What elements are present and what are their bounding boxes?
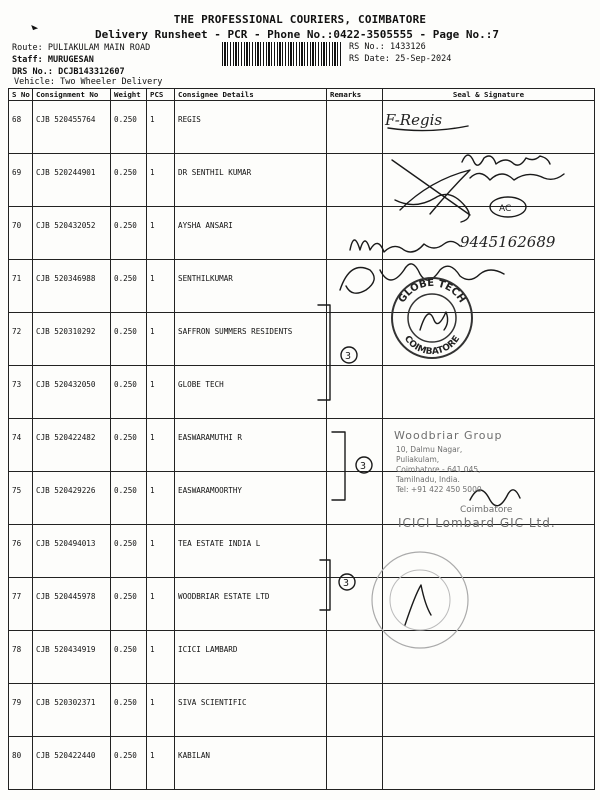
cell-remarks <box>327 472 383 525</box>
table-row <box>9 737 595 790</box>
col-seal: Seal & Signature <box>383 89 595 101</box>
cell-remarks <box>327 419 383 472</box>
cell-weight: 0.250 <box>111 313 147 366</box>
cell-pcs: 1 <box>147 260 175 313</box>
cell-consignee: KABILAN <box>175 737 327 790</box>
cell-sno: 76 <box>9 525 33 578</box>
cell-weight: 0.250 <box>111 419 147 472</box>
cell-consignment: CJB 520346988 <box>33 260 111 313</box>
cell-consignment: CJB 520445978 <box>33 578 111 631</box>
cell-consignment: CJB 520432052 <box>33 207 111 260</box>
cell-pcs: 1 <box>147 419 175 472</box>
cell-remarks <box>327 631 383 684</box>
col-sno: S No <box>9 89 33 101</box>
cell-weight: 0.250 <box>111 578 147 631</box>
cell-sno: 80 <box>9 737 33 790</box>
cell-consignment: CJB 520422440 <box>33 737 111 790</box>
table-row <box>9 578 595 631</box>
cell-seal <box>383 207 595 260</box>
woodbriar-tel: Tel: +91 422 450 5000 <box>396 485 482 494</box>
cell-consignee: TEA ESTATE INDIA L <box>175 525 327 578</box>
cell-sno: 77 <box>9 578 33 631</box>
table-row <box>9 631 595 684</box>
cell-consignee: SAFFRON SUMMERS RESIDENTS <box>175 313 327 366</box>
cell-pcs: 1 <box>147 313 175 366</box>
icici-city: Coimbatore <box>460 505 513 515</box>
cell-sno: 75 <box>9 472 33 525</box>
company-title: THE PROFESSIONAL COURIERS, COIMBATORE <box>173 13 427 26</box>
col-weight: Weight <box>111 89 147 101</box>
woodbriar-addr3: Coimbatore - 641 045, <box>396 465 481 474</box>
regis-signature: F-Regis <box>385 111 443 129</box>
phone-note: 9445162689 <box>460 233 556 251</box>
cell-consignment: CJB 520432050 <box>33 366 111 419</box>
cell-consignment: CJB 520455764 <box>33 101 111 154</box>
cell-consignee: GLOBE TECH <box>175 366 327 419</box>
cell-weight: 0.250 <box>111 684 147 737</box>
cell-consignee: SENTHILKUMAR <box>175 260 327 313</box>
cell-consignee: ICICI LAMBARD <box>175 631 327 684</box>
table-row <box>9 260 595 313</box>
cell-remarks <box>327 525 383 578</box>
cell-weight: 0.250 <box>111 525 147 578</box>
route-value: PULIAKULAM MAIN ROAD <box>47 43 151 53</box>
cell-consignment: CJB 520494013 <box>33 525 111 578</box>
cell-consignee: EASWARAMUTHI R <box>175 419 327 472</box>
cell-consignee: DR SENTHIL KUMAR <box>175 154 327 207</box>
cell-sno: 71 <box>9 260 33 313</box>
table-header-row <box>9 89 595 101</box>
cell-remarks <box>327 101 383 154</box>
table-row <box>9 525 595 578</box>
cell-seal <box>383 737 595 790</box>
cell-seal <box>383 366 595 419</box>
cell-pcs: 1 <box>147 525 175 578</box>
cell-remarks <box>327 366 383 419</box>
vehicle-label: Vehicle: <box>14 77 55 87</box>
cell-consignee: REGIS <box>175 101 327 154</box>
col-consignment: Consignment No <box>33 89 111 101</box>
cell-seal <box>383 684 595 737</box>
cell-remarks <box>327 737 383 790</box>
cell-remarks <box>327 684 383 737</box>
staff-label: Staff: <box>12 55 43 65</box>
rs-date-line <box>349 54 451 64</box>
cell-seal <box>383 313 595 366</box>
woodbriar-addr4: Tamilnadu, India. <box>396 475 460 484</box>
woodbriar-stamp-name: Woodbriar Group <box>394 429 503 442</box>
cell-seal <box>383 154 595 207</box>
cell-weight: 0.250 <box>111 260 147 313</box>
cell-seal <box>383 631 595 684</box>
cell-pcs: 1 <box>147 366 175 419</box>
cell-remarks <box>327 207 383 260</box>
col-pcs: PCS <box>147 89 175 101</box>
cell-pcs: 1 <box>147 207 175 260</box>
cell-sno: 73 <box>9 366 33 419</box>
cell-weight: 0.250 <box>111 366 147 419</box>
cell-pcs: 1 <box>147 154 175 207</box>
col-remarks: Remarks <box>327 89 383 101</box>
table-row <box>9 154 595 207</box>
cell-consignment: CJB 520310292 <box>33 313 111 366</box>
staff-value: MURUGESAN <box>47 55 94 65</box>
cell-weight: 0.250 <box>111 737 147 790</box>
remark-80: 3 <box>343 578 350 589</box>
vehicle-value: Two Wheeler Delivery <box>60 77 163 87</box>
cell-pcs: 1 <box>147 578 175 631</box>
cell-weight: 0.250 <box>111 631 147 684</box>
cell-sno: 79 <box>9 684 33 737</box>
rs-no-label: RS No.: <box>349 42 385 52</box>
cell-sno: 72 <box>9 313 33 366</box>
cell-sno: 70 <box>9 207 33 260</box>
cell-consignment: CJB 520429226 <box>33 472 111 525</box>
route-line <box>12 43 150 53</box>
delivery-table <box>8 88 595 790</box>
runsheet-subtitle: Delivery Runsheet - PCR - Phone No.:0422-3505555 - Page No.:7 <box>95 28 499 41</box>
drs-label: DRS No.: <box>12 67 53 77</box>
cell-consignee: AYSHA ANSARI <box>175 207 327 260</box>
cell-seal <box>383 260 595 313</box>
remark-74: 3 <box>345 351 352 362</box>
cell-consignee: SIVA SCIENTIFIC <box>175 684 327 737</box>
table-row <box>9 684 595 737</box>
cell-weight: 0.250 <box>111 101 147 154</box>
cell-consignment: CJB 520244901 <box>33 154 111 207</box>
rs-date-value: 25-Sep-2024 <box>395 54 452 64</box>
rs-date-label: RS Date: <box>349 54 390 64</box>
cell-sno: 69 <box>9 154 33 207</box>
cell-consignee: WOODBRIAR ESTATE LTD <box>175 578 327 631</box>
cell-weight: 0.250 <box>111 472 147 525</box>
cell-seal <box>383 525 595 578</box>
globe-stamp-bottom: COIMBATORE <box>401 334 463 358</box>
vehicle-line <box>14 77 162 87</box>
cell-weight: 0.250 <box>111 207 147 260</box>
cell-sno: 68 <box>9 101 33 154</box>
table-row <box>9 313 595 366</box>
cell-consignee: EASWARAMOORTHY <box>175 472 327 525</box>
remark-77: 3 <box>360 461 367 472</box>
cell-remarks <box>327 260 383 313</box>
ac-initials: AC <box>499 204 512 214</box>
corner-mark: ◣ <box>30 21 39 33</box>
cell-seal <box>383 578 595 631</box>
table-row <box>9 207 595 260</box>
route-label: Route: <box>12 43 43 53</box>
cell-sno: 74 <box>9 419 33 472</box>
cell-consignment: CJB 520302371 <box>33 684 111 737</box>
cell-consignment: CJB 520434919 <box>33 631 111 684</box>
barcode <box>222 42 342 66</box>
rs-no-value: 1433126 <box>389 42 426 52</box>
cell-seal <box>383 101 595 154</box>
cell-pcs: 1 <box>147 737 175 790</box>
cell-remarks <box>327 154 383 207</box>
table-row <box>9 419 595 472</box>
table-row <box>9 101 595 154</box>
cell-pcs: 1 <box>147 101 175 154</box>
cell-pcs: 1 <box>147 684 175 737</box>
cell-weight: 0.250 <box>111 154 147 207</box>
cell-pcs: 1 <box>147 631 175 684</box>
globe-stamp-top: GLOBE TECH <box>396 277 468 305</box>
staff-line <box>12 55 94 65</box>
drs-line <box>12 67 125 77</box>
table-row <box>9 366 595 419</box>
cell-remarks <box>327 578 383 631</box>
cell-consignment: CJB 520422482 <box>33 419 111 472</box>
woodbriar-addr2: Puliakulam, <box>396 455 440 464</box>
icici-stamp-name: ICICI Lombard GIC Ltd. <box>398 516 556 530</box>
cell-remarks <box>327 313 383 366</box>
drs-value: DCJB143312607 <box>58 67 125 77</box>
cell-pcs: 1 <box>147 472 175 525</box>
woodbriar-addr1: 10, Dalmu Nagar, <box>396 445 463 454</box>
cell-sno: 78 <box>9 631 33 684</box>
rs-no-line <box>349 42 426 52</box>
col-consignee: Consignee Details <box>175 89 327 101</box>
